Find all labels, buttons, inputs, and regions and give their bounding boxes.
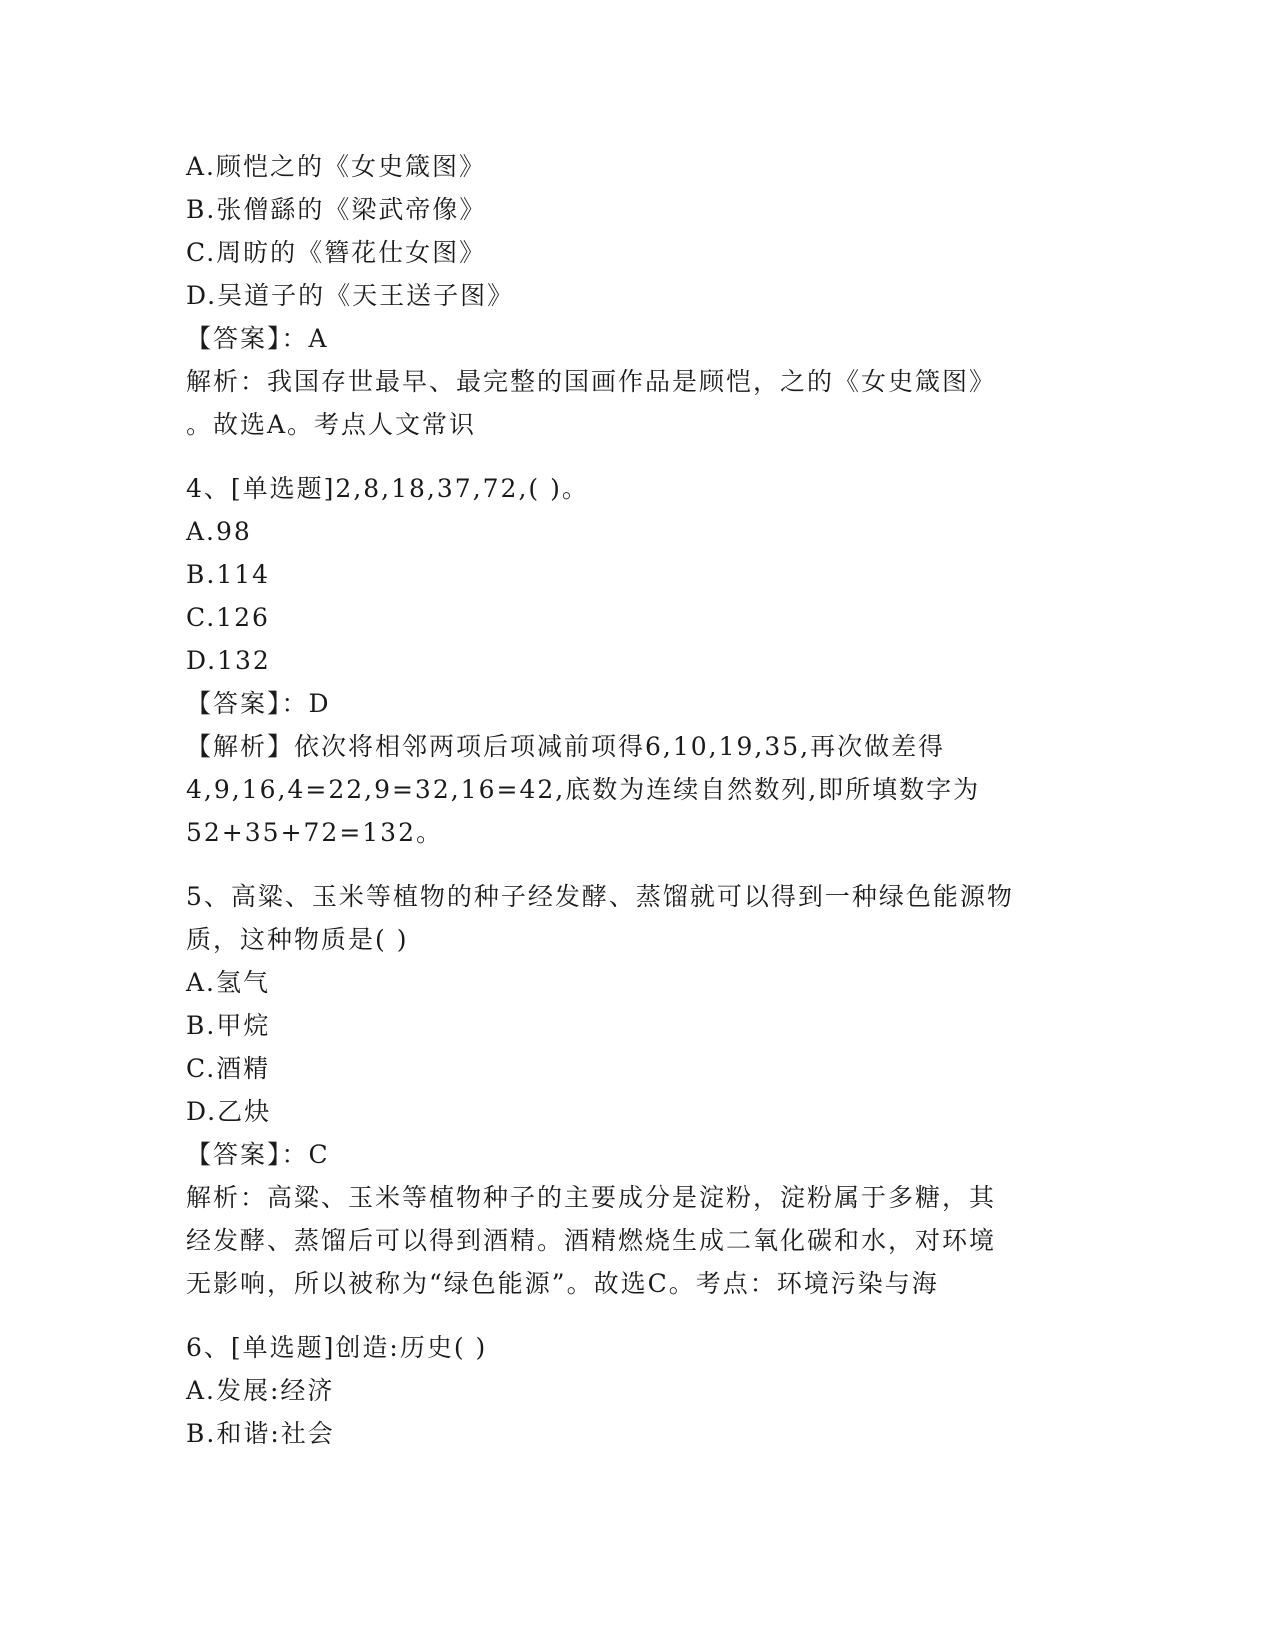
question-stem: 5、高粱、玉米等植物的种子经发酵、蒸馏就可以得到一种绿色能源物 (186, 882, 1014, 911)
option-d: D.132 (186, 646, 271, 675)
explanation-line: 解析：高粱、玉米等植物种子的主要成分是淀粉，淀粉属于多糖，其 (186, 1183, 997, 1212)
answer: 【答案】：A (186, 324, 329, 353)
option-b: B.和谐:社会 (186, 1419, 335, 1448)
document-content (186, 145, 1086, 1455)
option-c: C.126 (186, 603, 270, 632)
question-5 (186, 875, 1086, 1305)
option-b: B.张僧繇的《梁武帝像》 (186, 195, 487, 224)
question-4 (186, 467, 1086, 854)
option-a: A.98 (186, 517, 252, 546)
option-d: D.吴道子的《天王送子图》 (186, 281, 515, 310)
explanation-line: 经发酵、蒸馏后可以得到酒精。酒精燃烧生成二氧化碳和水，对环境 (186, 1226, 997, 1255)
explanation-line: 解析：我国存世最早、最完整的国画作品是顾恺，之的《女史箴图》 (186, 367, 997, 396)
explanation-line: 【解析】依次将相邻两项后项减前项得6,10,19,35,再次做差得 (186, 732, 946, 761)
option-b: B.114 (186, 560, 271, 589)
option-d: D.乙炔 (186, 1097, 272, 1126)
explanation-line: 4,9,16,4=22,9=32,16=42,底数为连续自然数列,即所填数字为 (186, 775, 981, 804)
option-a: A.发展:经济 (186, 1376, 335, 1405)
option-b: B.甲烷 (186, 1011, 271, 1040)
answer: 【答案】：D (186, 689, 331, 718)
question-6 (186, 1326, 1086, 1455)
option-a: A.顾恺之的《女史箴图》 (186, 152, 487, 181)
explanation-line: 。故选A。考点人文常识 (186, 410, 477, 439)
question-stem: 6、[单选题]创造:历史( ) (186, 1333, 488, 1362)
question-3-continuation (186, 145, 1086, 446)
answer: 【答案】：C (186, 1140, 330, 1169)
question-stem: 4、[单选题]2,8,18,37,72,( )。 (186, 474, 589, 503)
question-stem: 质，这种物质是( ) (186, 925, 409, 954)
option-c: C.酒精 (186, 1054, 271, 1083)
explanation-line: 无影响，所以被称为“绿色能源”。故选C。考点：环境污染与海 (186, 1269, 939, 1298)
option-c: C.周昉的《簪花仕女图》 (186, 238, 487, 267)
option-a: A.氢气 (186, 968, 271, 997)
explanation-line: 52+35+72=132。 (186, 818, 443, 847)
